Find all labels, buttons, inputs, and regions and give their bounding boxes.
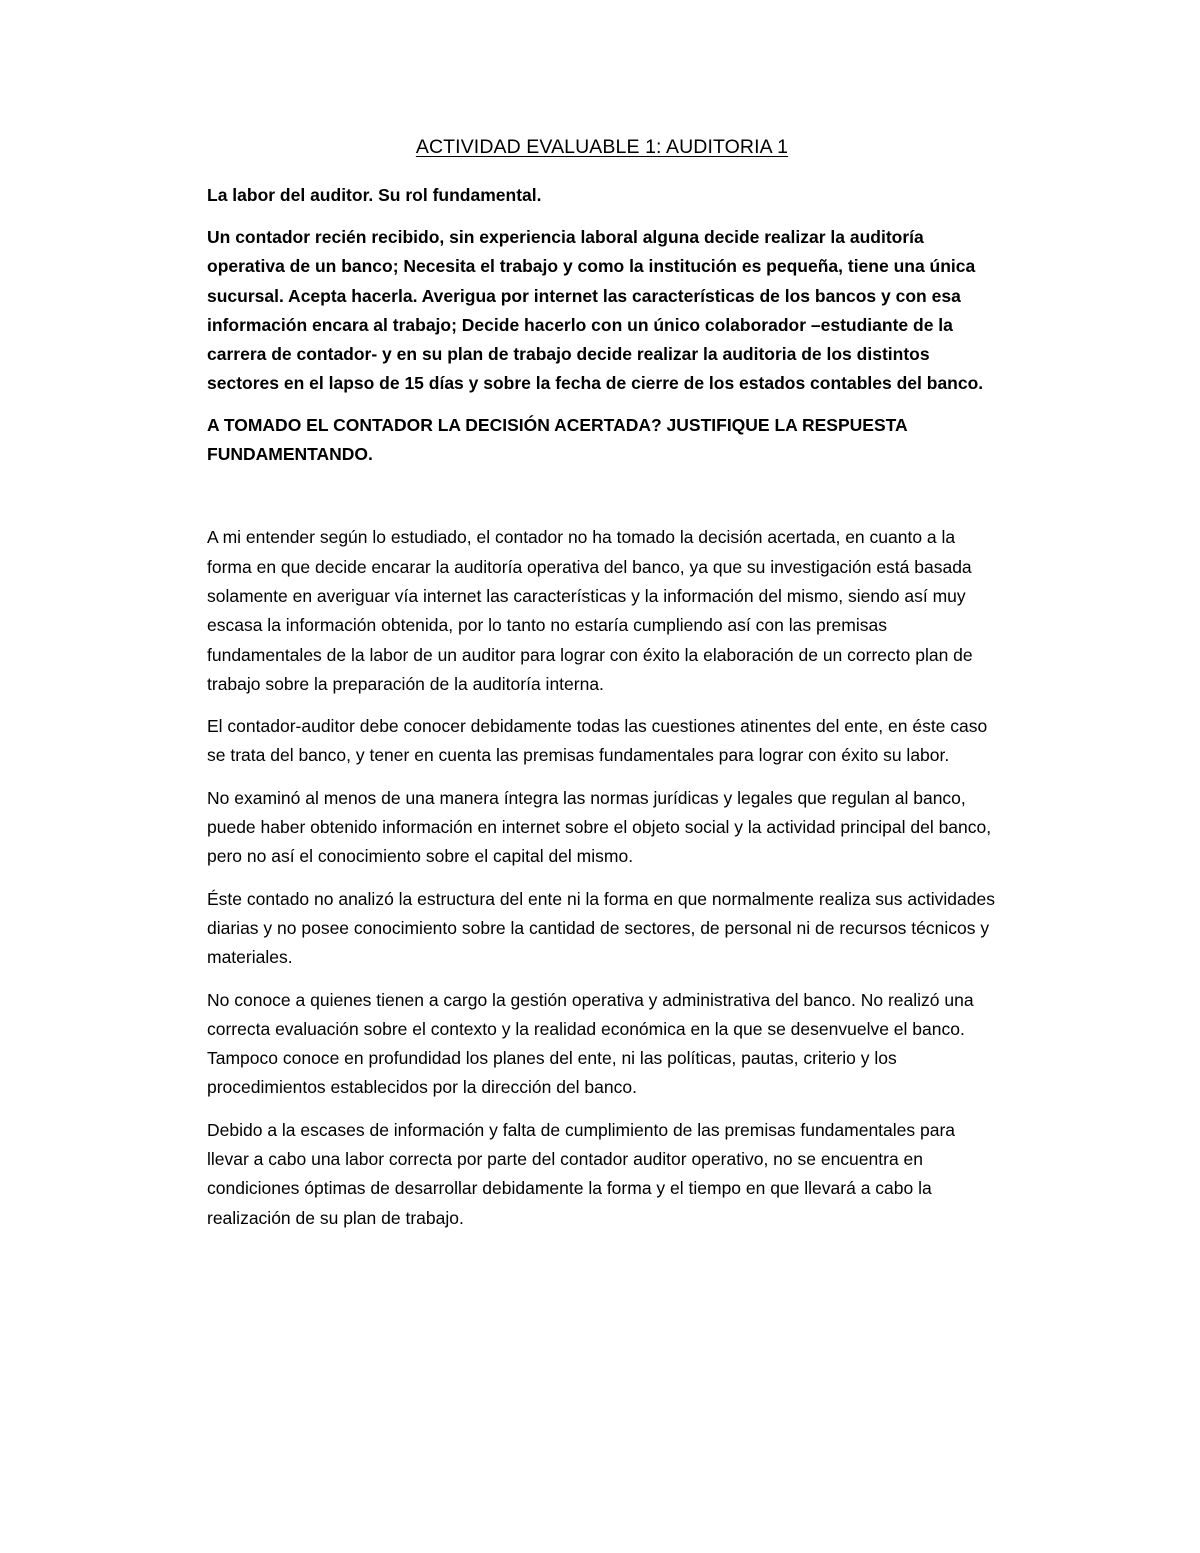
answer-paragraph-1: A mi entender según lo estudiado, el contador no ha tomado la decisión acertada, en cuanto a la forma en que decide encarar la auditoría operativa del banco, ya que su investigación está basada solamente en averiguar vía internet las características y la información del mismo, siendo así muy escasa la información obtenida, por lo tanto no estaría cumpliendo así con las premisas fundamentales de la labor de un auditor para lograr con éxito la elaboración de un correcto plan de trabajo sobre la preparación de la auditoría interna. [207, 527, 973, 694]
answer-paragraph-5: No conoce a quienes tienen a cargo la gestión operativa y administrativa del banco. No realizó una correcta evaluación sobre el contexto y la realidad económica en la que se desenvuelve el banco. Tampoco conoce en profundidad los planes del ente, ni las políticas, pautas, criterio y los procedimientos establecidos por la dirección del banco. [207, 989, 974, 1098]
answer-paragraph-6: Debido a la escases de información y falta de cumplimiento de las premisas fundamentales para llevar a cabo una labor correcta por parte del contador auditor operativo, no se encuentra en condiciones óptimas de desarrollar debidamente la forma y el tiempo en que llevará a cabo la realización de su plan de trabajo. [207, 1119, 956, 1228]
scenario-paragraph: Un contador recién recibido, sin experiencia laboral alguna decide realizar la auditoría operativa de un banco; Necesita el trabajo y como la institución es pequeña, tiene una única sucursal. Acepta hacerla. Averigua por internet las características de los bancos y con esa información encara al trabajo; Decide hacerlo con un único colaborador –estudiante de la carrera de contador- y en su plan de trabajo decide realizar la auditoria de los distintos sectores en el lapso de 15 días y sobre la fecha de cierre de los estados contables del banco. [207, 227, 984, 394]
document-subtitle: La labor del auditor. Su rol fundamental. [207, 185, 542, 205]
answer-paragraph-2: El contador-auditor debe conocer debidamente todas las cuestiones atinentes del ente, en éste caso se trata del banco, y tener en cuenta las premisas fundamentales para lograr con éxito su labor. [207, 716, 988, 766]
answer-paragraph-3: No examinó al menos de una manera íntegra las normas jurídicas y legales que regulan al banco, puede haber obtenido información en internet sobre el objeto social y la actividad principal del banco, pero no así el conocimiento sobre el capital del mismo. [207, 787, 992, 867]
question-paragraph: A TOMADO EL CONTADOR LA DECISIÓN ACERTADA? JUSTIFIQUE LA RESPUESTA FUNDAMENTANDO. [207, 414, 908, 465]
document-title: ACTIVIDAD EVALUABLE 1: AUDITORIA 1 [415, 136, 789, 158]
document-content [207, 136, 997, 1246]
answer-paragraph-4: Éste contado no analizó la estructura del ente ni la forma en que normalmente realiza sus actividades diarias y no posee conocimiento sobre la cantidad de sectores, de personal ni de recursos técnicos y materiales. [207, 888, 995, 968]
